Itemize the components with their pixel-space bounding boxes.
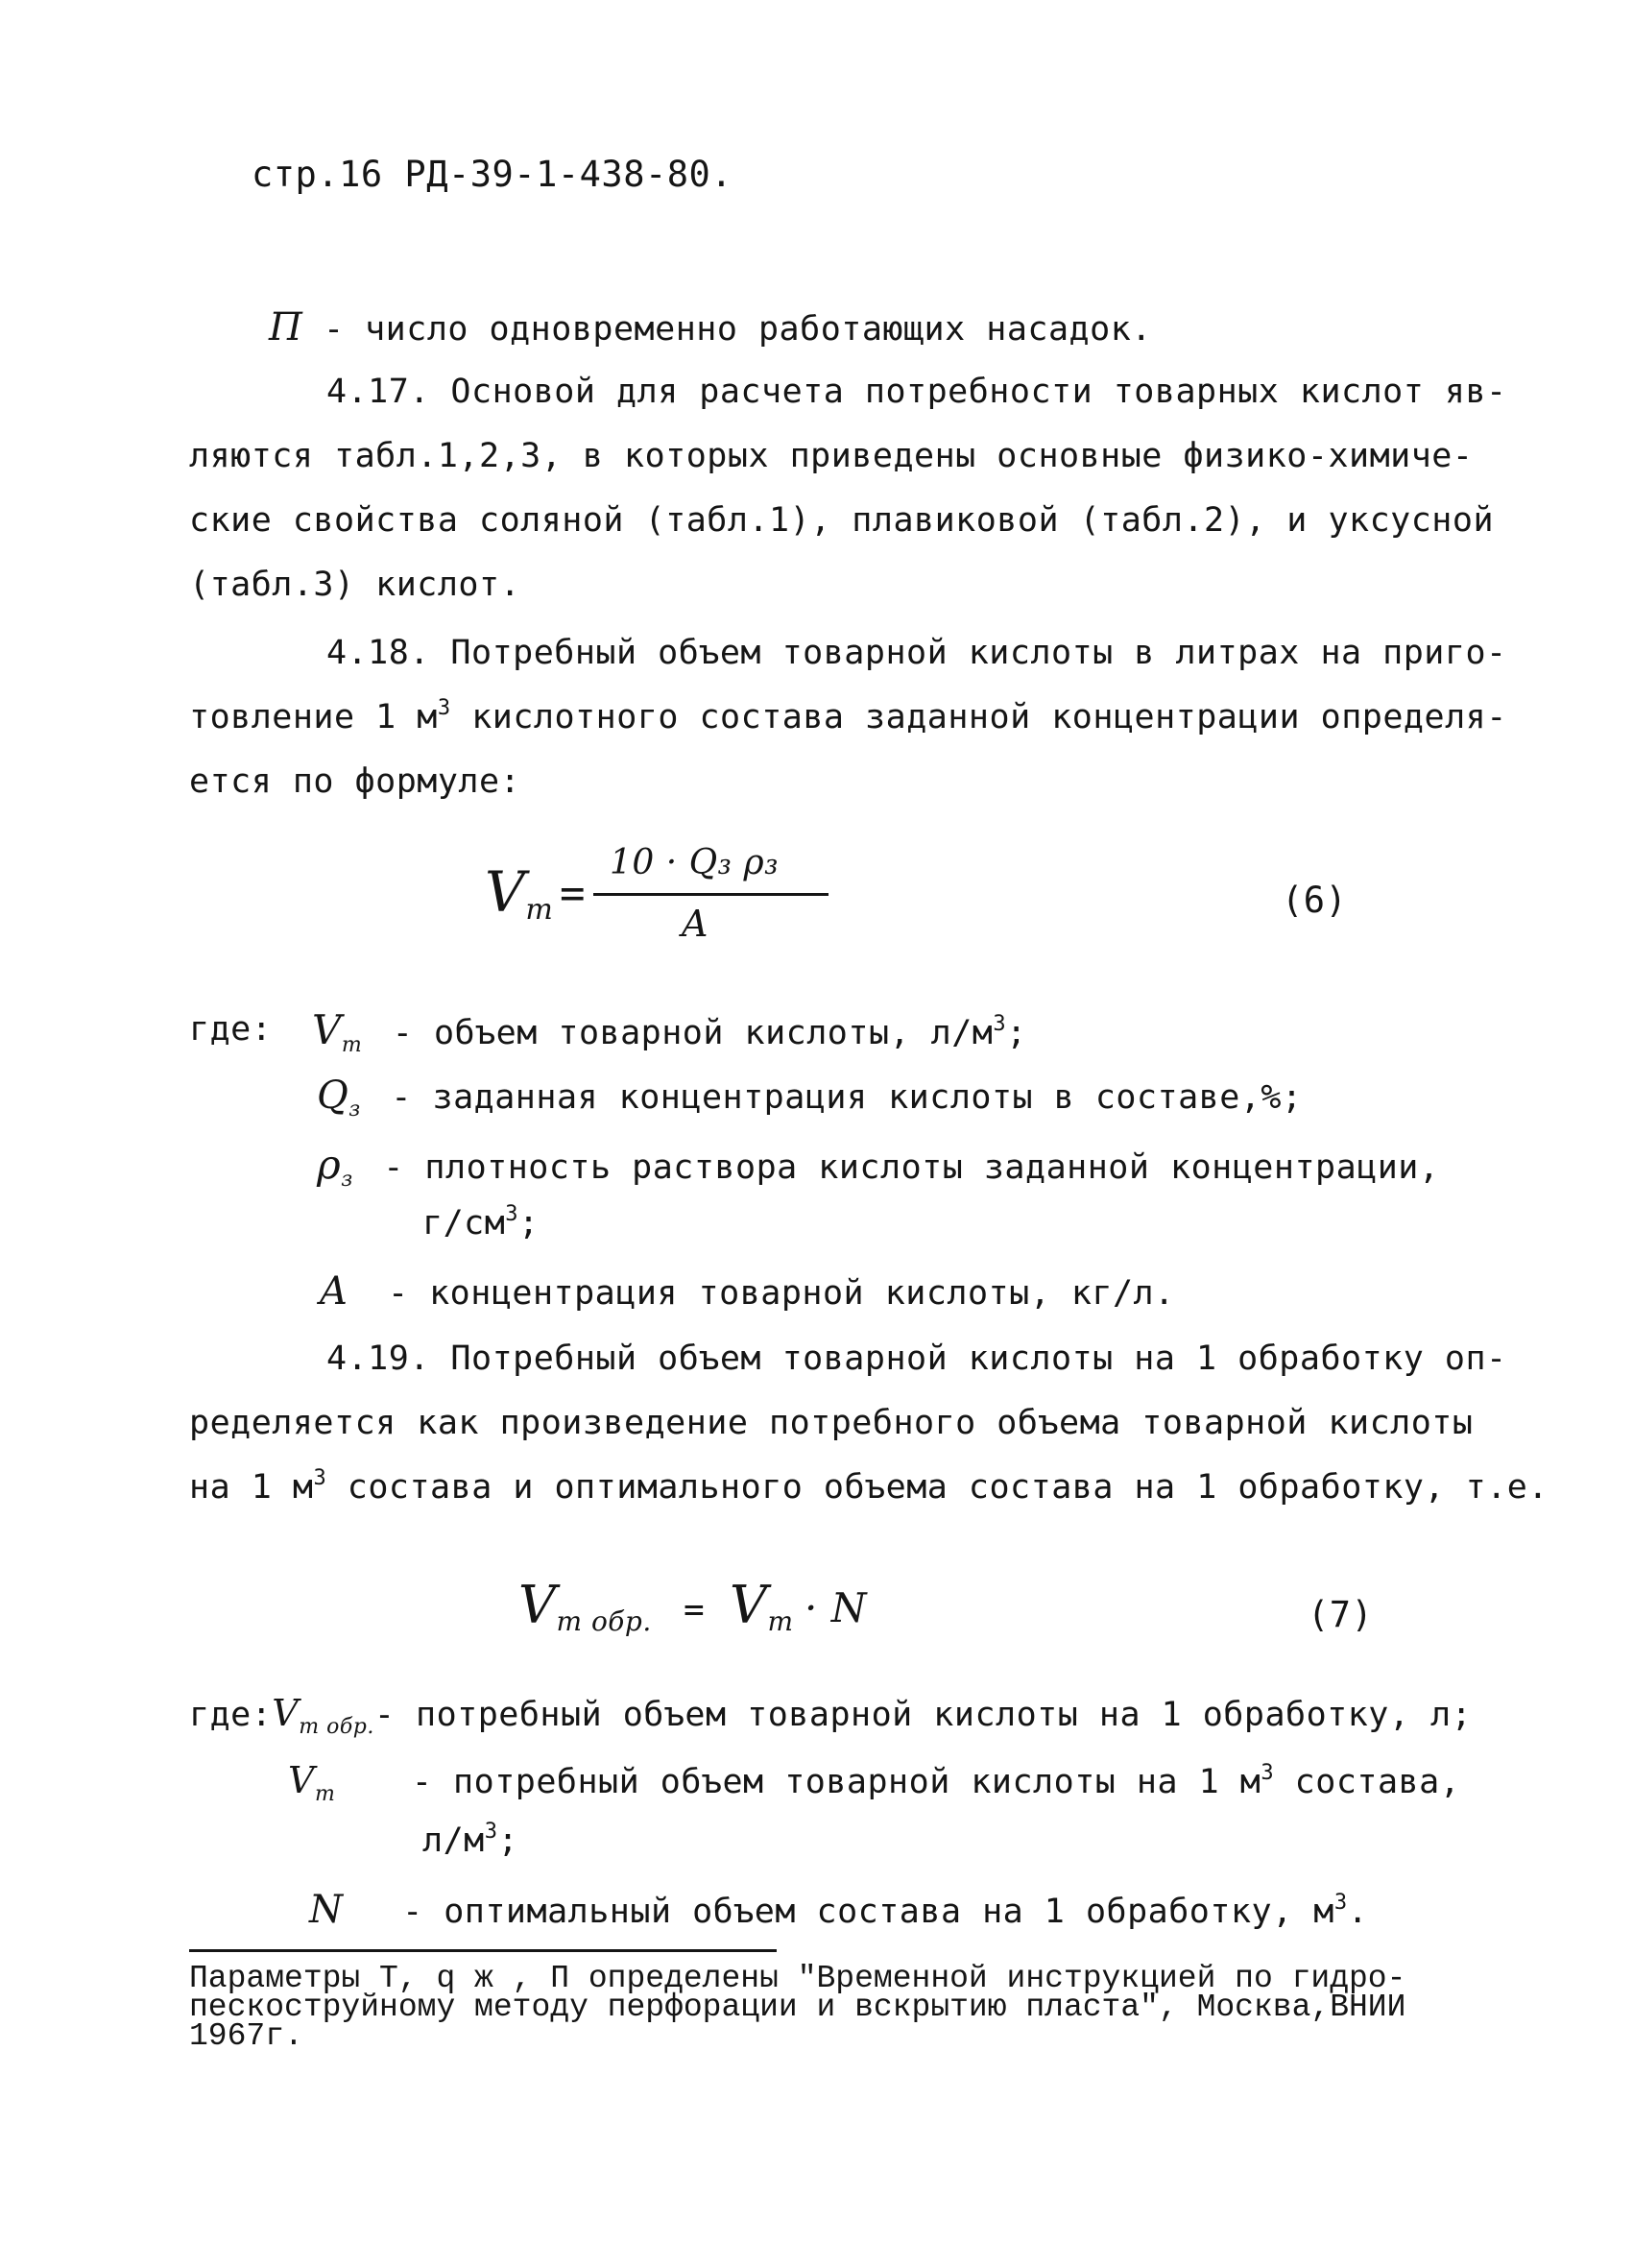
para-418-line-1: 4.18. Потребный объем товарной кислоты в литрах на приго-	[326, 634, 1507, 672]
fraction-line	[593, 893, 829, 896]
para-418-line-2: товление 1 $м^3$ кислотного состава заданной концентрации определя-	[189, 696, 1507, 736]
footnote-line-3: 1967г.	[189, 2018, 303, 2054]
formula-7-number: (7)	[1308, 1594, 1374, 1635]
para-418-line-3: ется по формуле:	[189, 762, 521, 801]
para-419-line-3: на 1 $м^3$ состава и оптимального объема состава на 1 обработку, т.е.	[189, 1466, 1549, 1507]
where1-item-a: A - концентрация товарной кислоты, кг/л.	[320, 1269, 1175, 1314]
formula-7-lhs: $V_{т обр.}$	[518, 1575, 652, 1637]
formula-6-number: (6)	[1282, 880, 1348, 921]
formula-7-rhs: $V_т$	[730, 1575, 794, 1637]
where-label-1: где:	[189, 1010, 273, 1049]
where2-item-vt-units: $л/м^3$;	[422, 1820, 519, 1860]
para-417-line-4: (табл.3) кислот.	[189, 566, 521, 604]
where1-item-qz: $Q_з$ - заданная концентрация кислоты в составе,%;	[317, 1074, 1303, 1122]
where2-item-vtobr: $где:V_{т обр.}-$ потребный объем товарной кислоты на 1 обработку, л;	[189, 1692, 1473, 1739]
where2-item-n: N - оптимальный объем состава на 1 обработку, $м^3$.	[309, 1888, 1369, 1932]
para-417-line-2: ляются табл.1,2,3, в которых приведены основные физико-химиче-	[189, 437, 1474, 475]
where2-item-vt: $V_т$ - потребный объем товарной кислоты на 1 $м^3$ состава,	[288, 1759, 1461, 1806]
page-header: стр.16 РД-39-1-438-80.	[252, 154, 733, 195]
symbol-n: П	[269, 305, 303, 350]
footnote-line-2: пескоструйному методу перфорации и вскрытию пласта", Москва,ВНИИ	[189, 1990, 1406, 2025]
formula-7-mul: · N	[804, 1584, 867, 1631]
para-419-line-1: 4.19. Потребный объем товарной кислоты на 1 обработку оп-	[326, 1339, 1507, 1378]
where1-item-vt: $V_т$ - объем товарной кислоты, $л/м^3$;	[312, 1006, 1027, 1057]
where1-item-rho-units: $г/см^3$;	[422, 1202, 540, 1243]
formula-7-equals: =	[684, 1590, 706, 1629]
formula-6-lhs: $V_т$	[485, 859, 554, 927]
para-419-line-2: ределяется как произведение потребного объема товарной кислоты	[189, 1404, 1474, 1442]
para-417-line-3: ские свойства соляной (табл.1), плавиковой (табл.2), и уксусной	[189, 501, 1495, 540]
footnote-line-1: Параметры T, q ж , П определены "Временной инструкцией по гидро-	[189, 1961, 1406, 1996]
footnote-rule	[189, 1949, 777, 1952]
intro-text: - число одновременно работающих насадок.	[323, 310, 1152, 349]
formula-6-numerator: 10 · Q₃ ρ₃	[610, 843, 780, 882]
formula-6-denominator: A	[682, 903, 708, 945]
para-417-line-1: 4.17. Основой для расчета потребности товарных кислот яв-	[326, 373, 1507, 411]
formula-6-equals: =	[560, 869, 586, 918]
where1-item-rho: $\rho_з$ - плотность раствора кислоты заданной концентрации,	[317, 1141, 1440, 1192]
intro-line	[269, 305, 1152, 350]
